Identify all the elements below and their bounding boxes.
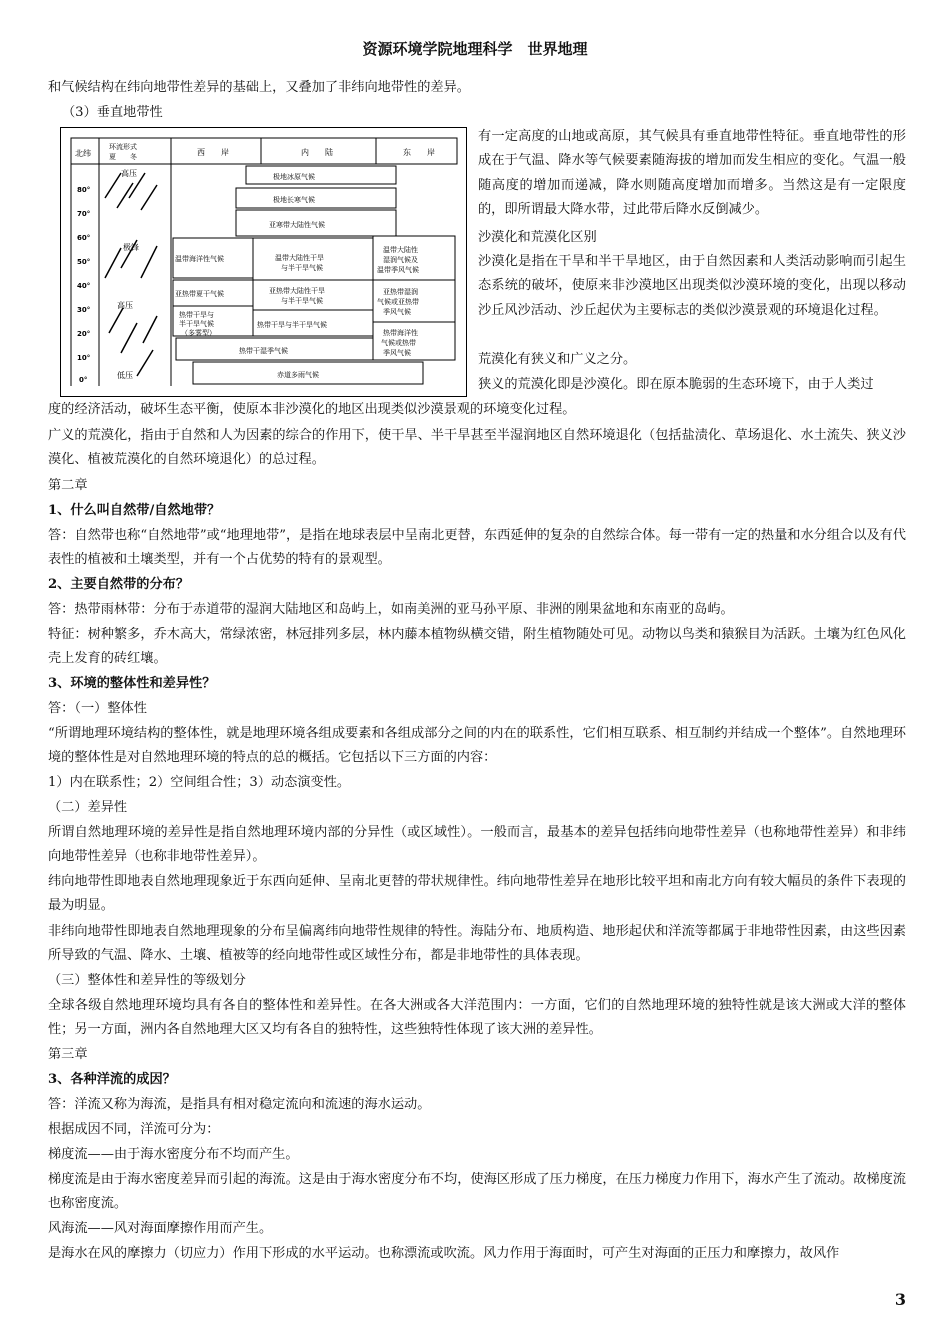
paragraph: 答：热带雨林带：分布于赤道带的湿润大陆地区和岛屿上，如南美洲的亚马孙平原、非洲的刚果盆地和东南亚的岛屿。 [48,602,734,617]
question [48,499,906,523]
zone-label: 季风气候 [383,308,411,316]
page-header: 资源环境学院地理科学 世界地理 [362,40,588,58]
paragraph: 非纬向地带性即地表自然地理现象的分布呈偏离纬向地带性规律的特性。海陆分布、地质构造、地形起伏和洋流等都属于非地带性因素，由这些因素所导致的气温、降水、土壤、植被等的经向地带性或区域性分布，都是非地带性的具体表现。 [48,924,906,964]
paragraph: 沙漠化是指在干旱和半干旱地区，由于自然因素和人类活动影响而引起生态系统的破坏，使原来非沙漠地区出现类似沙漠环境的变化，出现以移动沙丘风沙活动、沙丘起伏为主要标志的类似沙漠景观的环境退化过程。 [478,254,906,318]
paragraph: “所谓地理环境结构的整体性，就是地理环境各组成要素和各组成部分之间的内在的联系性，它们相互联系、相互制约并结成一个整体”。自然地理环境的整体性是对自然地理环境的特点的总的概括。它包括以下三方面的内容： [48,726,906,766]
zone-label: 亚寒带大陆性气候 [269,221,325,229]
zone-label: 与半干旱气候 [281,297,323,305]
paragraph: 梯度流——由于海水密度分布不均而产生。 [48,1147,299,1162]
paragraph: 所谓自然地理环境的差异性是指自然地理环境内部的分异性（或区域性）。一般而言，最基本的差异包括纬向地带性差异（也称地带性差异）和非纬向地带性差异（也称非地带性差异）。 [48,825,906,865]
lat-tick: 30° [77,306,91,314]
zone-label: 热带干旱与半干旱气候 [257,321,327,329]
climate-zones-figure [60,127,467,397]
question [48,573,906,597]
lat-tick: 70° [77,210,91,218]
paragraph: 是海水在风的摩擦力（切应力）作用下形成的水平运动。也称漂流或吹流。风力作用于海面时，可产生对海面的正压力和摩擦力，故风作 [48,1246,840,1261]
zone-label: 热带海洋性 [383,329,418,337]
question-text: 1、什么叫自然带/自然地带？ [48,503,221,518]
zone-label: 赤道多雨气候 [277,371,319,379]
zone-label: 季风气候 [383,349,411,357]
question-text: 3、环境的整体性和差异性？ [48,676,216,691]
lat-column-header: 北纬 [75,149,91,158]
zone-label: 温带季风气候 [377,266,419,274]
zone-label: 亚热带大陆性干旱 [269,287,325,295]
zone-label: 气候或热带 [381,339,416,347]
zone-label: 极地冰原气候 [273,173,315,181]
zone-label: 热带干湿季气候 [239,347,288,355]
lat-tick: 80° [77,186,91,194]
lat-tick: 60° [77,234,91,242]
high-pressure-label: 高压 [121,169,137,178]
circulation-header: 环流形式 [109,143,137,151]
paragraph: 答：（一）整体性 [48,701,147,716]
zone-label: （多雾型） [181,329,216,337]
paragraph: 纬向地带性即地表自然地理现象近于东西向延伸、呈南北更替的带状规律性。纬向地带性差异在地形比较平坦和南北方向有较大幅员的条件下表现的最为明显。 [48,874,906,914]
zone-label: 湿润气候及 [383,256,418,264]
polar-front-label: 极锋 [123,243,139,252]
paragraph: 答：洋流又称为海流，是指具有相对稳定流向和流速的海水运动。 [48,1097,431,1112]
circulation-subheader: 夏 冬 [109,153,137,161]
zone-label: 温带大陆性干旱 [275,254,324,262]
zone-label: 亚热带夏干气候 [175,290,224,298]
lat-tick: 20° [77,330,91,338]
lat-tick: 0° [79,376,88,384]
zone-label: 半干旱气候 [179,320,214,328]
section-heading: （3）垂直地带性 [62,105,163,120]
paragraph: 广义的荒漠化，指由于自然和人为因素的综合的作用下，使干旱、半干旱甚至半湿润地区自然环境退化（包括盐渍化、草场退化、水土流失、狭义沙漠化、植被荒漠化的自然环境退化）的总过程。 [48,428,906,468]
question-text: 2、主要自然带的分布？ [48,577,190,592]
paragraph: 沙漠化和荒漠化区别 [478,230,597,245]
paragraph: 答：自然带也称“自然地带”或“地理地带”，是指在地球表层中呈南北更替，东西延伸的复杂的自然综合体。每一带有一定的热量和水分组合以及有代表性的植被和土壤类型，并有一个占优势的特有的景观型。 [48,528,906,568]
paragraph: （二）差异性 [48,800,128,815]
question [48,1068,906,1092]
low-pressure-label: 低压 [117,371,133,380]
west-coast-header: 西 岸 [197,148,229,157]
zone-label: 气候或亚热带 [377,298,419,306]
lat-tick: 10° [77,354,91,362]
paragraph: 1）内在联系性；2）空间组合性；3）动态演变性。 [48,775,351,790]
paragraph: 有一定高度的山地或高原，其气候具有垂直地带性特征。垂直地带性的形成在于气温、降水等气候要素随海拔的增加而发生相应的变化。气温一般随高度的增加而递减，降水则随高度增加而增多。当然这是有一定限度的，即所谓最大降水带，过此带后降水反倒减少。 [478,129,906,218]
paragraph: 全球各级自然地理环境均具有各自的整体性和差异性。在各大洲或各大洋范围内：一方面，它们的自然地理环境的独特性就是该大洲或大洋的整体性；另一方面，洲内各自然地理大区又均有各自的独特性，这些独特性体现了该大洲的差异性。 [48,998,906,1038]
paragraph: 风海流——风对海面摩擦作用而产生。 [48,1221,273,1236]
paragraph: 根据成因不同，洋流可分为： [48,1122,220,1137]
question [48,672,906,696]
zone-label: 热带干旱与 [179,311,214,319]
paragraph: 度的经济活动，破坏生态平衡，使原本非沙漠化的地区出现类似沙漠景观的环境变化过程。 [48,402,576,417]
lat-tick: 50° [77,258,91,266]
chapter-heading: 第二章 [48,478,88,493]
inland-header: 内 陆 [301,148,333,157]
question-text: 3、各种洋流的成因？ [48,1072,176,1087]
zone-label: 极地长寒气候 [273,196,315,204]
paragraph: （三）整体性和差异性的等级划分 [48,973,246,988]
page-number: 3 [894,1290,906,1309]
paragraph: 和气候结构在纬向地带性差异的基础上，又叠加了非纬向地带性的差异。 [48,80,470,95]
paragraph: 梯度流是由于海水密度差异而引起的海流。这是由于海水密度分布不均，使海区形成了压力梯度，在压力梯度力作用下，海水产生了流动。故梯度流也称密度流。 [48,1172,906,1212]
zone-label: 与半干旱气候 [281,264,323,272]
high-pressure-label: 高压 [117,301,133,310]
climate-zones-diagram [61,128,466,396]
zone-label: 温带海洋性气候 [175,255,224,263]
lat-tick: 40° [77,282,91,290]
paragraph: 狭义的荒漠化即是沙漠化。即在原本脆弱的生态环境下，由于人类过 [478,377,874,392]
zone-label: 温带大陆性 [383,246,418,254]
zone-label: 亚热带湿润 [383,288,418,296]
paragraph: 荒漠化有狭义和广义之分。 [478,352,637,367]
chapter-heading: 第三章 [48,1047,88,1062]
east-coast-header: 东 岸 [403,148,435,157]
paragraph: 特征：树种繁多，乔木高大，常绿浓密，林冠排列多层，林内藤本植物纵横交错，附生植物随处可见。动物以鸟类和猿猴目为活跃。土壤为红色风化壳上发育的砖红壤。 [48,627,906,667]
